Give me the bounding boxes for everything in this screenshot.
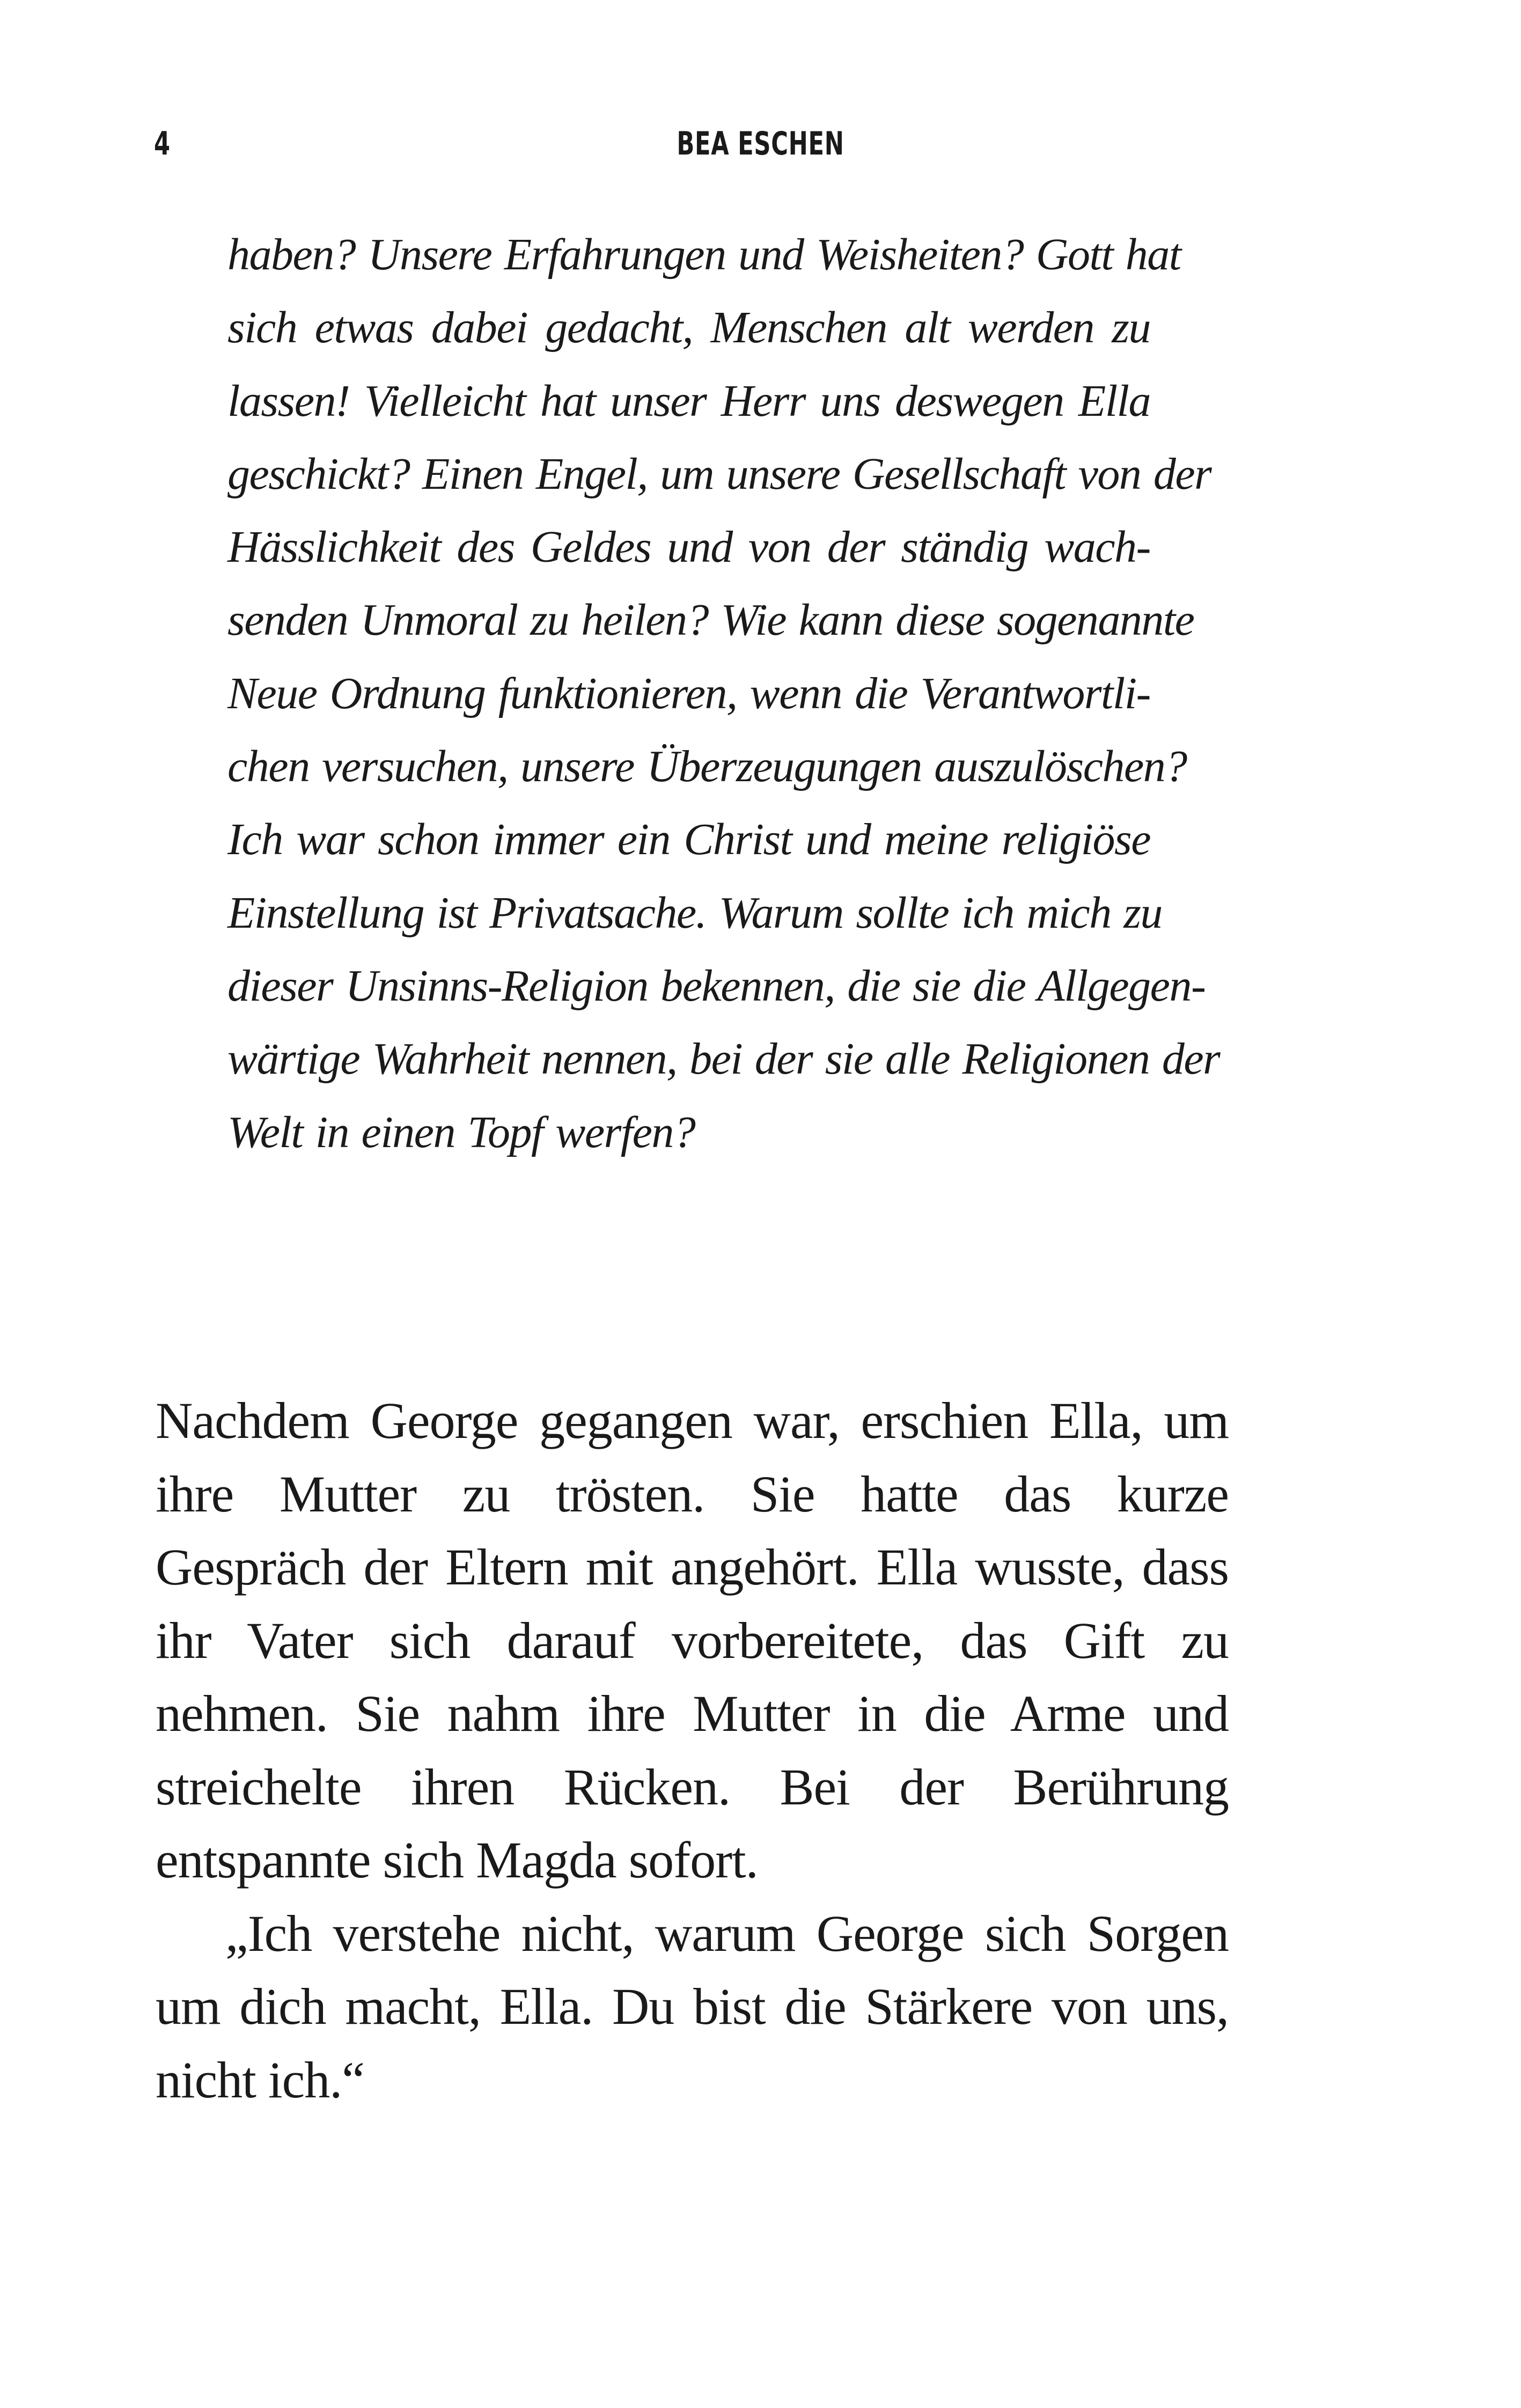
body-line: ihre Mutter zu trösten. Sie hatte das kurze: [156, 1465, 1229, 1523]
italic-excerpt: [227, 218, 1220, 1169]
excerpt-line: dieser Unsinns-Religion bekennen, die sie die Allgegen-: [227, 960, 1206, 1011]
body-line: Nachdem George gegangen war, erschien Ella, um: [156, 1392, 1229, 1449]
paragraph: [156, 1384, 1229, 1897]
body-line: entspannte sich Magda sofort.: [156, 1831, 758, 1889]
excerpt-line: geschickt? Einen Engel, um unsere Gesellschaft von der: [227, 449, 1211, 499]
excerpt-line: sich etwas dabei gedacht, Menschen alt werden zu: [227, 303, 1150, 353]
body-line: Gespräch der Eltern mit angehört. Ella wusste, dass: [156, 1538, 1229, 1596]
excerpt-line: chen versuchen, unsere Überzeugungen auszulöschen?: [227, 742, 1187, 792]
body-line: streichelte ihren Rücken. Bei der Berührung: [156, 1758, 1229, 1816]
excerpt-line: wärtige Wahrheit nennen, bei der sie alle Religionen der: [227, 1034, 1220, 1084]
page-number: 4: [154, 125, 171, 163]
body-text: [156, 1384, 1229, 2117]
body-line: nicht ich.“: [156, 2051, 364, 2109]
body-line: ihr Vater sich darauf vorbereitete, das Gift zu: [156, 1611, 1229, 1669]
excerpt-line: Neue Ordnung funktionieren, wenn die Verantwortli-: [227, 668, 1150, 718]
running-head: [0, 122, 1521, 165]
excerpt-line: Welt in einen Topf werfen?: [227, 1107, 695, 1157]
excerpt-line: senden Unmoral zu heilen? Wie kann diese sogenannte: [227, 595, 1194, 645]
excerpt-line: lassen! Vielleicht hat unser Herr uns deswegen Ella: [227, 376, 1150, 426]
paragraph: [156, 1897, 1229, 2117]
running-head-author: BEA ESCHEN: [677, 125, 844, 163]
body-line: „Ich verstehe nicht, warum George sich Sorgen: [225, 1904, 1229, 1962]
body-line: nehmen. Sie nahm ihre Mutter in die Arme und: [156, 1685, 1229, 1742]
excerpt-line: haben? Unsere Erfahrungen und Weisheiten? Gott hat: [227, 230, 1181, 280]
excerpt-line: Einstellung ist Privatsache. Warum sollte ich mich zu: [227, 887, 1162, 938]
excerpt-line: Ich war schon immer ein Christ und meine religiöse: [227, 814, 1150, 865]
body-line: um dich macht, Ella. Du bist die Stärkere von uns,: [156, 1978, 1229, 2035]
excerpt-line: Hässlichkeit des Geldes und von der ständig wach-: [227, 522, 1150, 572]
